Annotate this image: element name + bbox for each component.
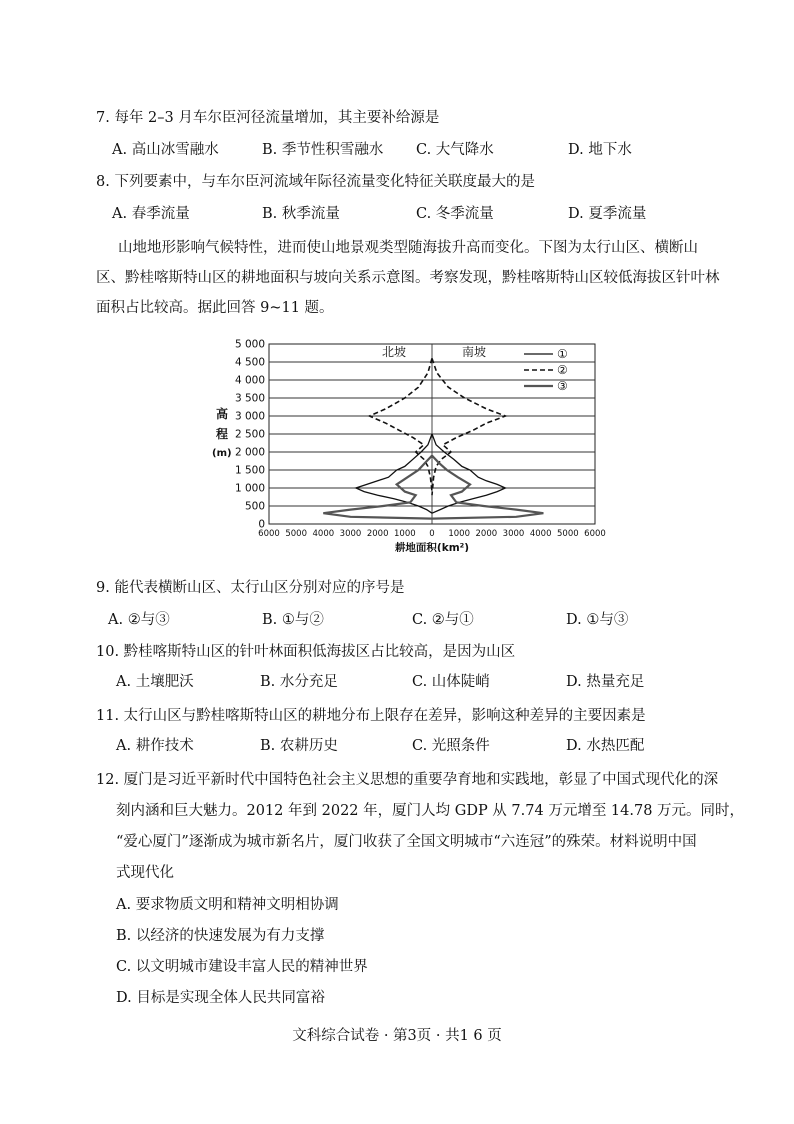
q9-option-c: C. ②与① xyxy=(412,612,474,628)
chart-svg xyxy=(208,338,606,552)
series-2-north-line xyxy=(370,358,433,491)
x-tick-label: 0 xyxy=(429,529,435,539)
x-tick-label: 5000 xyxy=(285,529,307,539)
q7-option-a: A. 高山冰雪融水 xyxy=(112,142,219,158)
q8-option-c: C. 冬季流量 xyxy=(416,206,494,222)
x-axis-label: 耕地面积(km²) xyxy=(394,542,470,552)
question-11-stem: 11. 太行山区与黔桂喀斯特山区的耕地分布上限存在差异，影响这种差异的主要因素是 xyxy=(96,708,646,724)
north-slope-label: 北坡 xyxy=(381,345,407,359)
question-7-stem: 7. 每年 2–3 月车尔臣河径流量增加，其主要补给源是 xyxy=(96,110,440,126)
q12-stem-line-3: “爱心厦门”逐渐成为城市新名片，厦门收获了全国文明城市“六连冠”的殊荣。材料说明中国 xyxy=(116,834,697,850)
q12-stem-line-2: 刻内涵和巨大魅力。2012 年到 2022 年，厦门人均 GDP 从 7.74 万元增至 14.78 万元。同时， xyxy=(116,803,745,819)
q12-stem-line-4: 式现代化 xyxy=(116,865,174,881)
elevation-cropland-chart xyxy=(208,338,606,552)
q11-option-a: A. 耕作技术 xyxy=(116,738,194,754)
q8-option-b: B. 秋季流量 xyxy=(262,206,340,222)
y-axis-label-unit: (m) xyxy=(212,448,232,459)
legend-label-3: ③ xyxy=(557,379,568,393)
series-2-south-line xyxy=(432,358,505,495)
q11-option-d: D. 水热匹配 xyxy=(566,738,645,754)
q12-option-b: B. 以经济的快速发展为有力支撑 xyxy=(116,928,325,944)
q10-option-b: B. 水分充足 xyxy=(260,674,338,690)
q9-option-a: A. ②与③ xyxy=(108,612,170,628)
page-footer: 文科综合试卷 · 第3页 · 共1 6 页 xyxy=(292,1028,502,1044)
x-tick-label: 2000 xyxy=(366,529,389,539)
series-1-north-line xyxy=(356,434,432,513)
y-tick-label: 0 xyxy=(258,518,265,531)
y-tick-label: 1 500 xyxy=(234,464,265,477)
y-tick-label: 3 000 xyxy=(234,410,265,423)
y-tick-label: 2 500 xyxy=(234,428,265,441)
series-1-south-line xyxy=(432,434,505,513)
q8-option-a: A. 春季流量 xyxy=(112,206,190,222)
q9-option-d: D. ①与③ xyxy=(566,612,629,628)
question-9-stem: 9. 能代表横断山区、太行山区分别对应的序号是 xyxy=(96,580,405,596)
question-8-stem: 8. 下列要素中，与车尔臣河流域年际径流量变化特征关联度最大的是 xyxy=(96,174,535,190)
legend-label-1: ① xyxy=(557,347,568,361)
y-tick-label: 500 xyxy=(244,500,265,513)
q10-option-a: A. 土壤肥沃 xyxy=(116,674,194,690)
y-tick-label: 1 000 xyxy=(234,482,265,495)
q7-option-c: C. 大气降水 xyxy=(416,142,494,158)
series-3-south-line xyxy=(432,456,543,519)
y-tick-label: 4 500 xyxy=(234,356,265,369)
y-tick-label: 4 000 xyxy=(234,374,265,387)
q12-option-a: A. 要求物质文明和精神文明相协调 xyxy=(116,897,339,913)
q12-option-c: C. 以文明城市建设丰富人民的精神世界 xyxy=(116,959,368,975)
x-tick-label: 4000 xyxy=(529,529,552,539)
x-tick-label: 5000 xyxy=(557,529,579,539)
x-tick-label: 6000 xyxy=(584,529,606,539)
x-tick-label: 3000 xyxy=(502,529,525,539)
legend-label-2: ② xyxy=(557,363,568,377)
y-tick-label: 3 500 xyxy=(234,392,265,405)
q12-stem-line-1: 12. 厦门是习近平新时代中国特色社会主义思想的重要孕育地和实践地，彰显了中国式现代化的深 xyxy=(96,772,719,788)
q9-option-b: B. ①与② xyxy=(262,612,324,628)
y-axis-label-char: 程 xyxy=(216,427,229,441)
q11-option-c: C. 光照条件 xyxy=(412,738,490,754)
q11-option-b: B. 农耕历史 xyxy=(260,738,338,754)
x-tick-label: 1000 xyxy=(394,529,416,539)
q12-option-d: D. 目标是实现全体人民共同富裕 xyxy=(116,990,325,1006)
x-tick-label: 1000 xyxy=(448,529,470,539)
x-tick-label: 3000 xyxy=(339,529,362,539)
y-axis-label-char: 高 xyxy=(216,407,229,421)
q10-option-d: D. 热量充足 xyxy=(566,674,645,690)
x-tick-label: 4000 xyxy=(312,529,335,539)
q10-option-c: C. 山体陡峭 xyxy=(412,674,490,690)
y-tick-label: 2 000 xyxy=(234,446,265,459)
x-tick-label: 2000 xyxy=(475,529,498,539)
passage-line-1: 山地地形影响气候特性，进而使山地景观类型随海拔升高而变化。下图为太行山区、横断山 xyxy=(118,240,698,256)
x-tick-label: 6000 xyxy=(258,529,280,539)
passage-line-3: 面积占比较高。据此回答 9~11 题。 xyxy=(96,300,334,316)
q7-option-d: D. 地下水 xyxy=(568,142,632,158)
y-tick-label: 5 000 xyxy=(234,338,265,351)
question-10-stem: 10. 黔桂喀斯特山区的针叶林面积低海拔区占比较高，是因为山区 xyxy=(96,644,516,660)
q7-option-b: B. 季节性积雪融水 xyxy=(262,142,384,158)
series-3-north-line xyxy=(323,456,432,519)
south-slope-label: 南坡 xyxy=(461,345,487,359)
passage-line-2: 区、黔桂喀斯特山区的耕地面积与坡向关系示意图。考察发现，黔桂喀斯特山区较低海拔区针叶林 xyxy=(96,270,720,286)
q8-option-d: D. 夏季流量 xyxy=(568,206,647,222)
